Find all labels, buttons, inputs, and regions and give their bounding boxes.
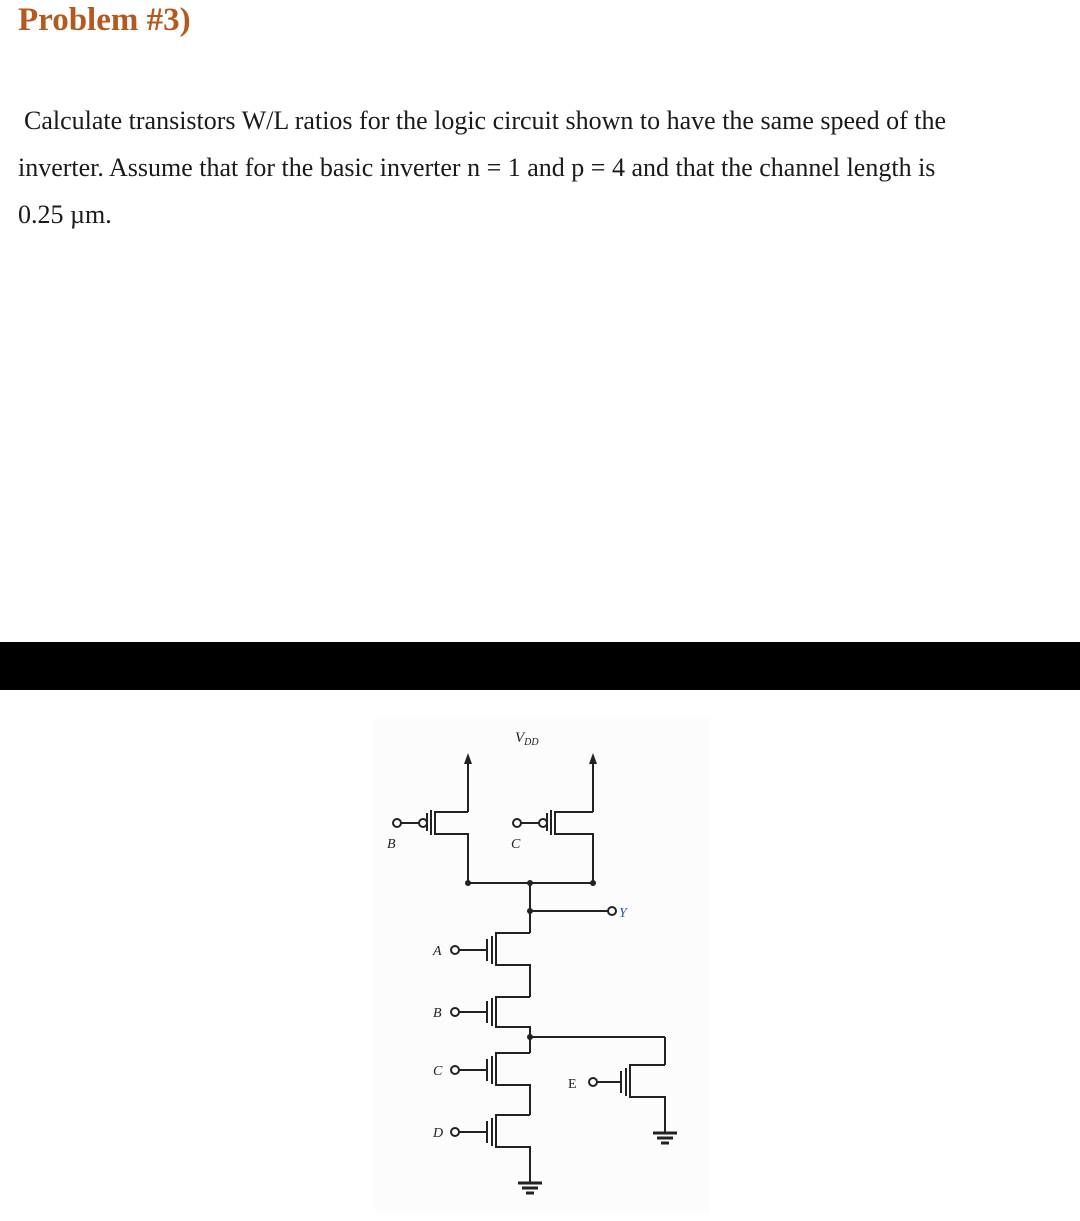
output-node-wiring [465,880,616,933]
pmos-label-b: B [387,837,396,852]
pmos-label-c: C [511,837,521,852]
pmos-transistor-c [513,810,593,883]
vdd-label: $V_{DD}$ [515,730,539,748]
nmos-label-e: E [568,1077,577,1092]
black-bar-divider [0,642,1080,690]
statement-line-1: Calculate transistors W/L ratios for the logic circuit shown to have the same speed of the [24,106,947,135]
nmos-label-a: A [433,944,442,959]
nmos-label-c: C [433,1064,443,1079]
nmos-transistor-d [451,1115,530,1183]
nmos-label-b: B [433,1006,442,1021]
parallel-branch-wiring [527,1034,665,1065]
nmos-transistor-b [451,997,530,1053]
nmos-transistor-e [589,1065,665,1133]
vdd-arrow-left [464,753,472,812]
pmos-transistor-b [393,810,468,883]
ground-icon [518,1183,542,1193]
ground-icon [653,1133,677,1143]
vdd-arrow-right [589,753,597,812]
output-label-y: Y [619,906,627,921]
nmos-transistor-a [451,933,530,997]
problem-statement [18,97,1018,238]
circuit-schematic [375,717,710,1213]
circuit-diagram [375,717,710,1213]
statement-line-2: inverter. Assume that for the basic inverter n = 1 and p = 4 and that the channel length is [18,153,936,182]
nmos-label-d: D [433,1126,444,1141]
problem-title: Problem #3) [18,2,191,38]
statement-line-3: 0.25 µm. [18,200,112,229]
nmos-transistor-c [451,1053,530,1115]
